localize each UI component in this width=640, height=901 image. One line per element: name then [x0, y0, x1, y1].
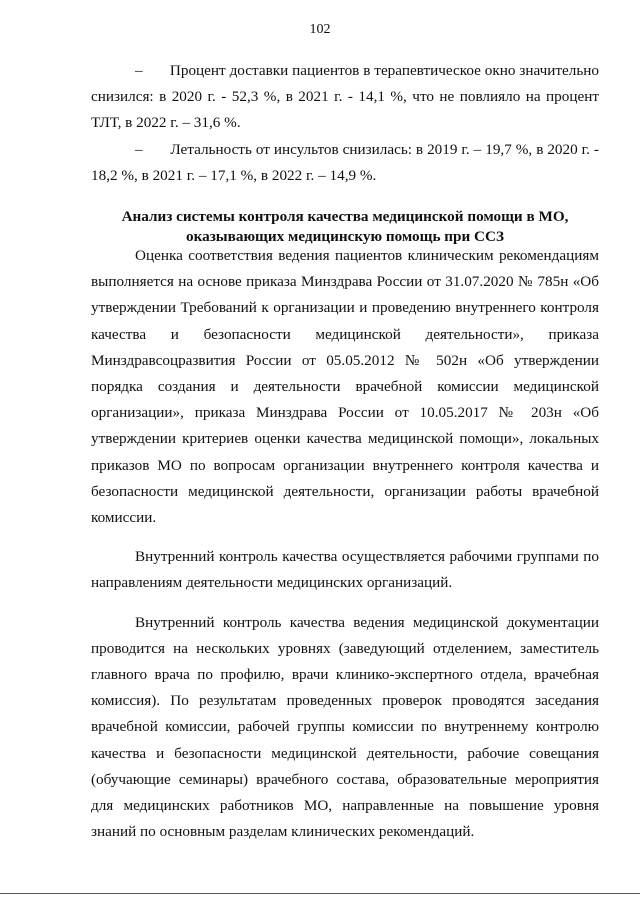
paragraph-assessment-basis: Оценка соответствия ведения пациентов клиническим рекомендациям выполняется на основе приказа Минздрава России от 31.07.2020 № 785н «Об утверждении Требований к организации и проведению внутреннего контроля качества и безопасности медицинской деятельности», приказа Минздравсоцразвития России от 05.05.2012 № 502н «Об утверждении порядка создания и деятельности врачебной комиссии медицинской организации», приказа Минздрава России от 10.05.2017 № 203н «Об утверждении критериев оценки качества медицинской помощи», локальных приказов МО по вопросам организации внутреннего контроля качества и безопасности медицинской деятельности, организации работы врачебной комиссии.	[91, 247, 599, 527]
bullet-item-mortality: – Летальность от инсультов снизилась: в 2019 г. – 19,7 %, в 2020 г. - 18,2 %, в 2021 г. – 17,1 %, в 2022 г. – 14,9 %.	[91, 140, 599, 184]
section-heading	[91, 207, 599, 247]
page-number: 102	[309, 22, 331, 37]
bullet-item-delivery: – Процент доставки пациентов в терапевтическое окно значительно снизился: в 2020 г. - 52,3 %, в 2021 г. - 14,1 %, что не повлияло на процент ТЛТ, в 2022 г. – 31,6 %.	[91, 62, 599, 132]
paragraph-documentation-control: Внутренний контроль качества ведения медицинской документации проводится на нескольких уровнях (заведующий отделением, заместитель главного врача по профилю, врачи клинико-экспертного отдела, врачебная комиссия). По результатам проведенных проверок проводятся заседания врачебной комиссии, рабочей группы комиссии по внутреннему контролю качества и безопасности медицинской деятельности, рабочие совещания (обучающие семинары) врачебного состава, образовательные мероприятия для медицинских работников МО, направленные на повышение уровня знаний по основным разделам клинических рекомендаций.	[91, 613, 599, 841]
body-text	[91, 243, 599, 845]
section-heading-line-1: Анализ системы контроля качества медицинской помощи в МО,	[121, 208, 569, 225]
bullet-list	[91, 58, 599, 189]
section-heading-line-2: оказывающих медицинскую помощь при ССЗ	[185, 228, 505, 245]
page-bottom-edge	[0, 893, 640, 894]
paragraph-working-groups: Внутренний контроль качества осуществляется рабочими группами по направлениям деятельности медицинских организаций.	[91, 548, 599, 592]
